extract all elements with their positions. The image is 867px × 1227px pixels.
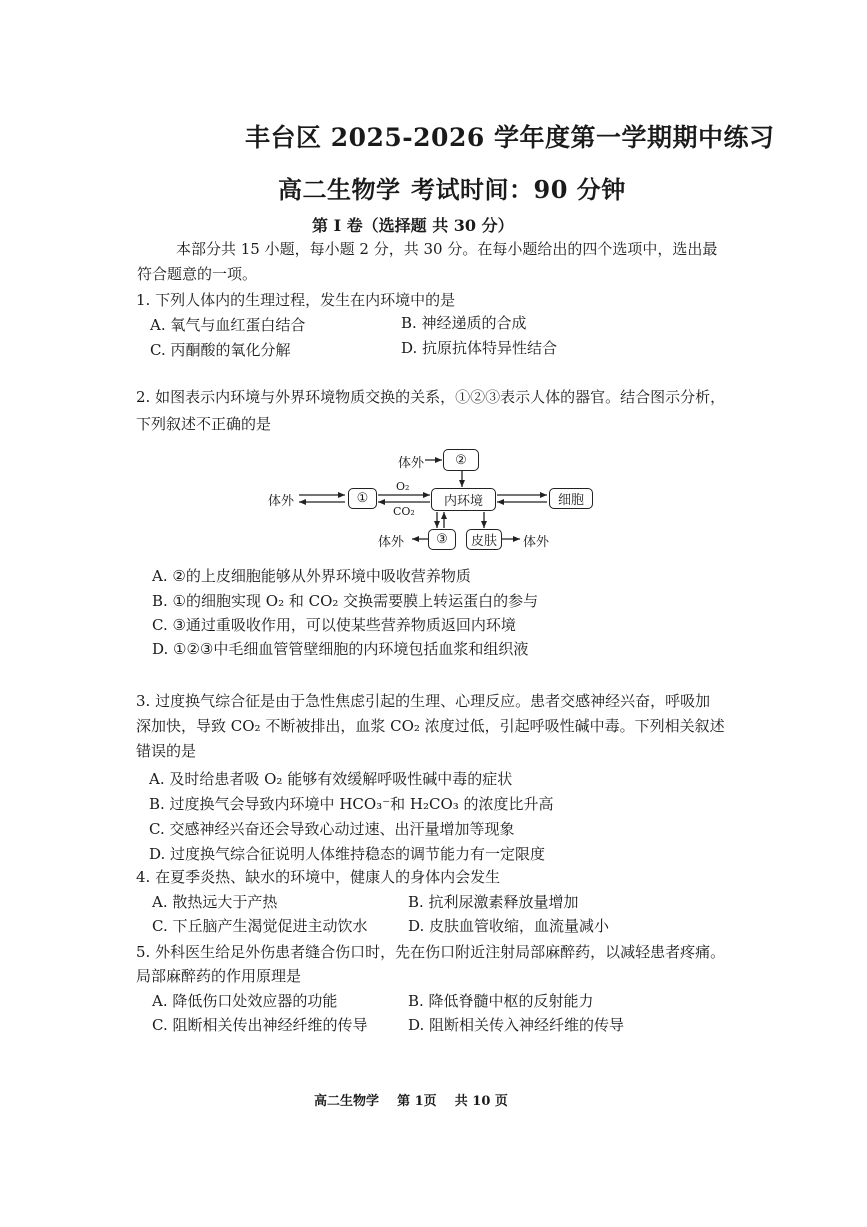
option-d[interactable]: D. 皮肤血管收缩，血流量减小 <box>408 917 610 935</box>
option-b[interactable]: B. 过度换气会导致内环境中 HCO₃⁻和 H₂CO₃ 的浓度比升高 <box>149 795 554 813</box>
option-d[interactable]: D. 过度换气综合征说明人体维持稳态的调节能力有一定限度 <box>149 845 546 863</box>
outside-label: 体外 <box>523 535 550 550</box>
organ-3-label: ③ <box>436 532 448 547</box>
organ-2-box <box>443 449 479 471</box>
question-stem: 1. 下列人体内的生理过程，发生在内环境中的是 <box>136 291 456 309</box>
question-stem: 错误的是 <box>136 742 197 760</box>
section-intro-line1: 本部分共 15 小题，每小题 2 分，共 30 分。在每小题给出的四个选项中，选出最 <box>176 240 718 258</box>
cells-box <box>549 488 593 509</box>
skin-label: 皮肤 <box>470 534 497 549</box>
o2-label: O₂ <box>396 480 410 493</box>
outside-label: 体外 <box>268 494 295 509</box>
question-stem: 3. 过度换气综合征是由于急性焦虑引起的生理、心理反应。患者交感神经兴奋，呼吸加 <box>136 692 711 710</box>
subject-name: 高二生物学 <box>278 175 401 204</box>
option-a[interactable]: A. 降低伤口处效应器的功能 <box>152 992 338 1010</box>
question-stem: 下列叙述不正确的是 <box>136 415 272 433</box>
outside-label: 体外 <box>398 456 425 471</box>
question-stem: 局部麻醉药的作用原理是 <box>136 967 302 985</box>
question-stem: 2. 如图表示内环境与外界环境物质交换的关系，①②③表示人体的器官。结合图示分析， <box>136 388 726 406</box>
organ-3-box <box>428 529 456 550</box>
option-c[interactable]: C. 丙酮酸的氧化分解 <box>150 341 291 359</box>
section-heading: 第 I 卷（选择题 共 30 分） <box>312 216 514 235</box>
option-d[interactable]: D. 抗原抗体特异性结合 <box>401 339 558 357</box>
option-d[interactable]: D. 阻断相关传入神经纤维的传导 <box>408 1016 625 1034</box>
option-c[interactable]: C. ③通过重吸收作用，可以使某些营养物质返回内环境 <box>152 616 516 634</box>
option-d[interactable]: D. ①②③中毛细血管管壁细胞的内环境包括血浆和组织液 <box>152 640 529 658</box>
question-stem: 5. 外科医生给足外伤患者缝合伤口时，先在伤口附近注射局部麻醉药，以减轻患者疼痛。 <box>136 943 726 961</box>
option-b[interactable]: B. ①的细胞实现 O₂ 和 CO₂ 交换需要膜上转运蛋白的参与 <box>152 592 539 610</box>
co2-label: CO₂ <box>393 505 415 518</box>
option-b[interactable]: B. 抗利尿激素释放量增加 <box>408 893 579 911</box>
internal-environment-label: 内环境 <box>443 494 483 509</box>
page-footer: 高二生物学 第 1页 共 10 页 <box>314 1094 508 1109</box>
option-a[interactable]: A. 散热远大于产热 <box>152 893 278 911</box>
question-stem: 4. 在夏季炎热、缺水的环境中，健康人的身体内会发生 <box>136 868 501 886</box>
skin-box <box>466 529 502 550</box>
organ-1-label: ① <box>356 491 369 506</box>
option-a[interactable]: A. 氧气与血红蛋白结合 <box>150 316 306 334</box>
organ-2-label: ② <box>455 452 467 468</box>
option-a[interactable]: A. 及时给患者吸 O₂ 能够有效缓解呼吸性碱中毒的症状 <box>149 770 513 788</box>
cells-label: 细胞 <box>557 493 584 508</box>
section-intro-line2: 符合题意的一项。 <box>137 265 258 283</box>
exam-time: 考试时间：90 分钟 <box>411 175 626 204</box>
option-b[interactable]: B. 神经递质的合成 <box>401 314 527 332</box>
organ-1-box <box>348 488 377 509</box>
option-a[interactable]: A. ②的上皮细胞能够从外界环境中吸收营养物质 <box>152 567 471 585</box>
exam-title: 丰台区 2025-2026 学年度第一学期期中练习 <box>245 123 775 152</box>
question-stem: 深加快，导致 CO₂ 不断被排出，血浆 CO₂ 浓度过低，引起呼吸性碱中毒。下列相关叙述 <box>136 717 725 735</box>
option-c[interactable]: C. 阻断相关传出神经纤维的传导 <box>152 1016 368 1034</box>
option-b[interactable]: B. 降低脊髓中枢的反射能力 <box>408 992 594 1010</box>
outside-label: 体外 <box>378 535 405 550</box>
option-c[interactable]: C. 交感神经兴奋还会导致心动过速、出汗量增加等现象 <box>149 820 515 838</box>
internal-environment-box <box>431 488 496 511</box>
option-c[interactable]: C. 下丘脑产生渴觉促进主动饮水 <box>152 917 368 935</box>
